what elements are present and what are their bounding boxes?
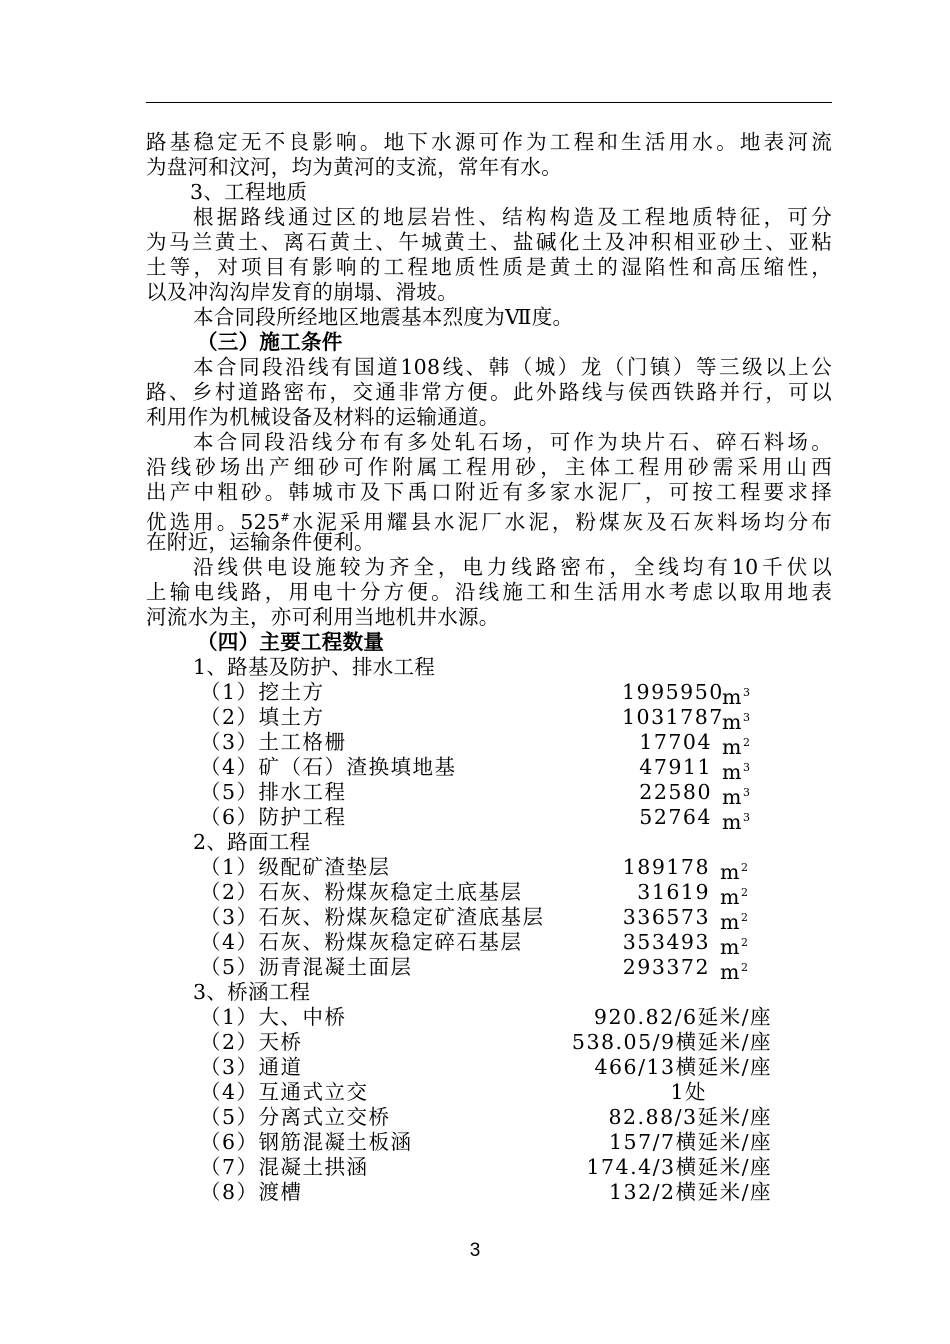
- unit-exponent: 3: [742, 761, 750, 774]
- list-item-unit: [722, 805, 750, 834]
- list-item-label: （3）土工格栅: [200, 730, 347, 754]
- paragraph-line: [146, 505, 833, 534]
- list-item-unit: [722, 780, 750, 809]
- unit-exponent: 2: [740, 936, 748, 949]
- list-item-label: （2）天桥: [200, 1030, 303, 1054]
- unit-text: m: [722, 710, 743, 734]
- superscript-mark: #: [280, 511, 290, 524]
- unit-exponent: 2: [742, 736, 750, 749]
- list-item-value: 336573: [622, 905, 710, 929]
- value-text: 1处: [670, 1080, 707, 1104]
- paragraph-line: 为马兰黄土、离石黄土、午城黄土、盐碱化土及冲积相亚砂土、亚粘: [146, 230, 832, 254]
- list-item-value: 1031787: [622, 705, 724, 729]
- unit-exponent: 3: [742, 786, 750, 799]
- list-item-value: [540, 1080, 772, 1105]
- paragraph-line: 土等，对项目有影响的工程地质性质是黄土的湿陷性和高压缩性，: [146, 255, 832, 279]
- list-item-label: （3）通道: [200, 1055, 303, 1079]
- list-item-label: （3）石灰、粉煤灰稳定矿渣底基层: [200, 905, 545, 929]
- list-item-unit: [720, 880, 748, 909]
- unit-exponent: 2: [740, 961, 748, 974]
- list-item-value: 293372: [622, 955, 710, 979]
- paragraph-line: 路基稳定无不良影响。地下水源可作为工程和生活用水。地表河流: [146, 130, 832, 154]
- list-item-value: 22580: [639, 780, 712, 804]
- list-item-value: 174.4/3横延米/座: [586, 1155, 772, 1179]
- paragraph-line: 利用作为机械设备及材料的运输通道。: [146, 405, 500, 429]
- list-item-value: 31619: [637, 880, 710, 904]
- list-item-unit: [722, 705, 750, 734]
- unit-text: m: [722, 785, 743, 809]
- paragraph-line: 沿线砂场出产细砂可作附属工程用砂，主体工程用砂需采用山西: [146, 455, 832, 479]
- list-item-value: 538.05/9横延米/座: [571, 1030, 772, 1054]
- paragraph-line: 上输电线路，用电十分方便。沿线施工和生活用水考虑以取用地表: [146, 580, 832, 604]
- list-item-label: （5）排水工程: [200, 780, 347, 804]
- list-item-unit: [720, 930, 748, 959]
- unit-exponent: 2: [740, 911, 748, 924]
- list-item-value: 17704: [639, 730, 712, 754]
- list-item-value: 920.82/6延米/座: [593, 1005, 772, 1029]
- text-run: 优选用。525: [146, 510, 281, 534]
- paragraph-line: 河流水为主，亦可利用当地机井水源。: [146, 605, 500, 629]
- list-item-label: （1）大、中桥: [200, 1005, 347, 1029]
- list-item-label: （4）石灰、粉煤灰稳定碎石基层: [200, 930, 523, 954]
- list-item-label: （4）矿（石）渣换填地基: [200, 755, 457, 779]
- page-number: 3: [469, 1240, 481, 1261]
- unit-exponent: 3: [742, 711, 750, 724]
- list-item-unit: [720, 955, 748, 984]
- section-title-conditions: （三）施工条件: [197, 330, 343, 354]
- paragraph-line: 以及冲沟沟岸发育的崩塌、滑坡。: [146, 280, 458, 304]
- list-item-value: 52764: [639, 805, 712, 829]
- list-item-label: （6）防护工程: [200, 805, 347, 829]
- list-item-value: 132/2横延米/座: [609, 1180, 772, 1204]
- list-item-value: 47911: [639, 755, 712, 779]
- list-item-unit: [720, 905, 748, 934]
- unit-text: m: [722, 735, 743, 759]
- paragraph-line: 本合同段所经地区地震基本烈度为Ⅶ度。: [193, 305, 574, 329]
- list-item-value: 353493: [622, 930, 710, 954]
- list-item-value: 82.88/3延米/座: [608, 1105, 772, 1129]
- paragraph-line: 出产中粗砂。韩城市及下禹口附近有多家水泥厂，可按工程要求择: [146, 480, 832, 504]
- text-run: 水泥采用耀县水泥厂水泥，粉煤灰及石灰料场均分布: [289, 510, 833, 534]
- unit-exponent: 3: [742, 811, 750, 824]
- section-title-quantities: （四）主要工程数量: [197, 630, 385, 654]
- list-item-value: 466/13横延米/座: [594, 1055, 772, 1079]
- paragraph-line: 为盘河和汶河，均为黄河的支流，常年有水。: [146, 155, 562, 179]
- unit-text: m: [722, 685, 743, 709]
- unit-text: m: [720, 885, 741, 909]
- unit-text: m: [720, 960, 741, 984]
- paragraph-line: 根据路线通过区的地层岩性、结构构造及工程地质特征，可分: [193, 205, 832, 229]
- list-item-label: （2）石灰、粉煤灰稳定土底基层: [200, 880, 523, 904]
- list-item-unit: [720, 855, 748, 884]
- list-item-label: （4）互通式立交: [200, 1080, 369, 1104]
- unit-exponent: 3: [742, 686, 750, 699]
- list-item-value: 1995950: [622, 680, 724, 704]
- unit-text: m: [722, 810, 743, 834]
- subsection-title-roadbed: 1、路基及防护、排水工程: [193, 655, 436, 679]
- list-item-label: （5）沥青混凝土面层: [200, 955, 413, 979]
- paragraph-line: 本合同段沿线分布有多处轧石场，可作为块片石、碎石料场。: [193, 430, 832, 454]
- subsection-title-pavement: 2、路面工程: [193, 830, 311, 854]
- list-item-value: 189178: [622, 855, 710, 879]
- paragraph-line: 沿线供电设施较为齐全，电力线路密布，全线均有10千伏以: [193, 555, 832, 579]
- paragraph-line: 本合同段沿线有国道108线、韩（城）龙（门镇）等三级以上公: [193, 355, 832, 379]
- list-item-label: （1）挖土方: [200, 680, 325, 704]
- list-item-label: （2）填土方: [200, 705, 325, 729]
- list-item-label: （1）级配矿渣垫层: [200, 855, 391, 879]
- unit-text: m: [720, 935, 741, 959]
- unit-text: m: [720, 860, 741, 884]
- list-item-unit: [722, 730, 750, 759]
- paragraph-line: 在附近，运输条件便利。: [146, 530, 375, 554]
- list-item-label: （5）分离式立交桥: [200, 1105, 391, 1129]
- header-rule: [146, 102, 832, 103]
- list-item-unit: [722, 680, 750, 709]
- unit-text: m: [722, 760, 743, 784]
- list-item-label: （7）混凝土拱涵: [200, 1155, 369, 1179]
- list-item-unit: [722, 755, 750, 784]
- subsection-title-geology: 3、工程地质: [190, 180, 308, 204]
- list-item-value: 157/7横延米/座: [609, 1130, 772, 1154]
- unit-exponent: 2: [740, 861, 748, 874]
- unit-text: m: [720, 910, 741, 934]
- list-item-label: （6）钢筋混凝土板涵: [200, 1130, 413, 1154]
- subsection-title-bridges: 3、桥涵工程: [193, 980, 311, 1004]
- list-item-label: （8）渡槽: [200, 1180, 303, 1204]
- unit-exponent: 2: [740, 886, 748, 899]
- paragraph-line: 路、乡村道路密布，交通非常方便。此外路线与侯西铁路并行，可以: [146, 380, 832, 404]
